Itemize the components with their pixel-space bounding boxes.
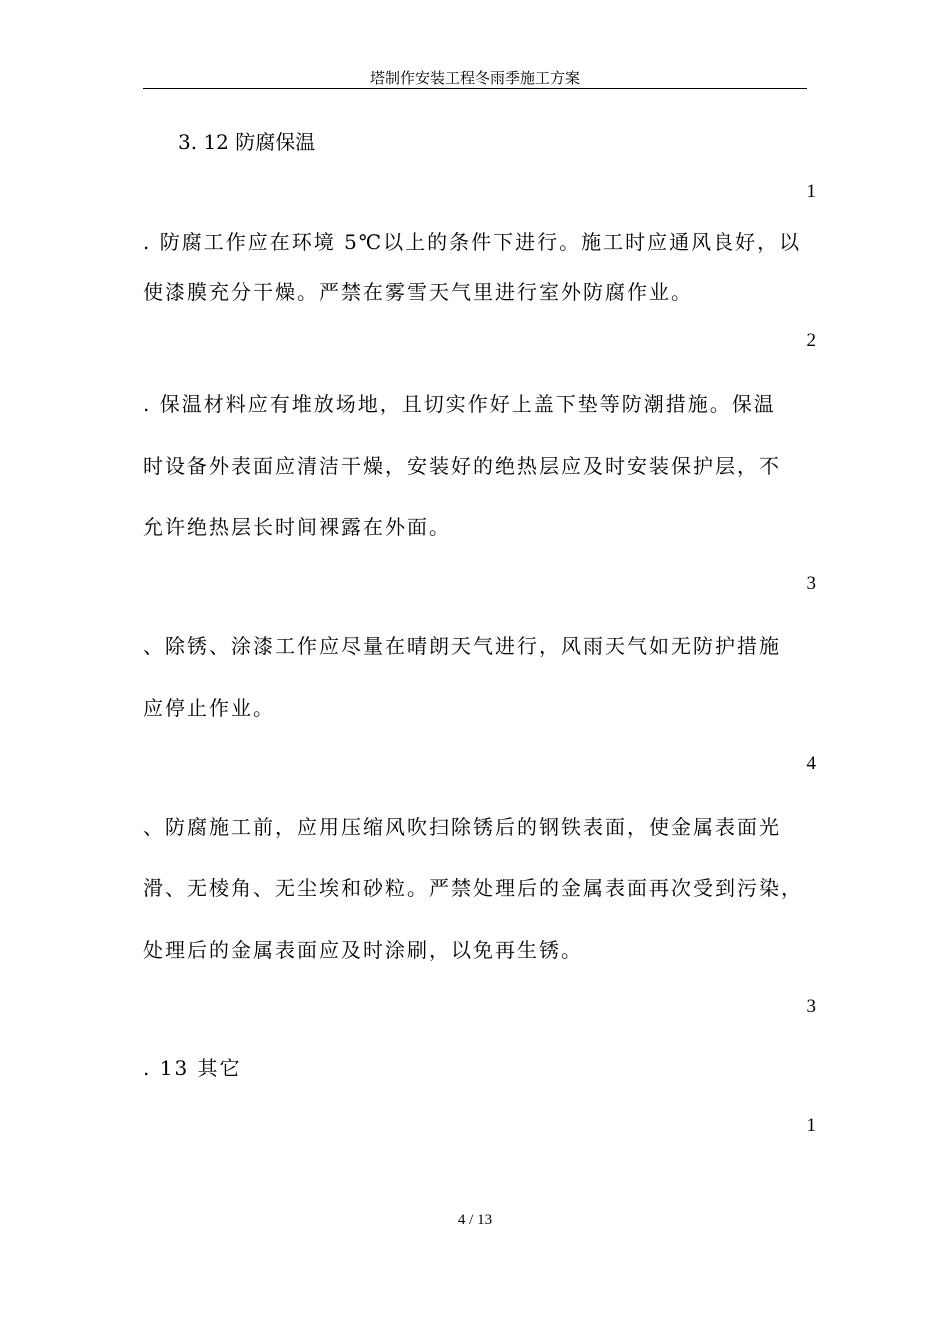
- item-1-line-1: . 防腐工作应在环境 5℃以上的条件下进行。施工时应通风良好，以: [143, 230, 802, 254]
- item-2-line-3: 允许绝热层长时间裸露在外面。: [143, 515, 451, 539]
- item-3-line-1: 、除锈、涂漆工作应尽量在晴朗天气进行，风雨天气如无防护措施: [143, 634, 781, 658]
- item-4-line-1: 、防腐施工前，应用压缩风吹扫除锈后的钢铁表面，使金属表面光: [143, 815, 781, 839]
- section-3-13-number: 3: [806, 996, 816, 1017]
- item-2-line-1: . 保温材料应有堆放场地，且切实作好上盖下垫等防潮措施。保温: [143, 392, 776, 416]
- header-divider: [143, 88, 807, 89]
- item-2-line-2: 时设备外表面应清洁干燥，安装好的绝热层应及时安装保护层，不: [143, 454, 781, 478]
- item-1-line-2: 使漆膜充分干燥。严禁在雾雪天气里进行室外防腐作业。: [143, 280, 693, 304]
- document-header-title: 塔制作安装工程冬雨季施工方案: [369, 69, 580, 87]
- item-number-2: 2: [806, 330, 816, 351]
- section-heading-3-12: 3. 12 防腐保温: [178, 130, 316, 154]
- item-4-line-3: 处理后的金属表面应及时涂刷，以免再生锈。: [143, 938, 583, 962]
- section-3-13-item-number-1: 1: [806, 1115, 816, 1136]
- page-indicator: 4 / 13: [457, 1212, 493, 1228]
- item-4-line-2: 滑、无棱角、无尘埃和砂粒。严禁处理后的金属表面再次受到污染，: [143, 876, 803, 900]
- item-number-3: 3: [806, 573, 816, 594]
- section-heading-3-13: . 13 其它: [143, 1056, 242, 1080]
- item-number-4: 4: [806, 753, 816, 774]
- item-3-line-2: 应停止作业。: [143, 696, 275, 720]
- item-number-1: 1: [806, 181, 816, 202]
